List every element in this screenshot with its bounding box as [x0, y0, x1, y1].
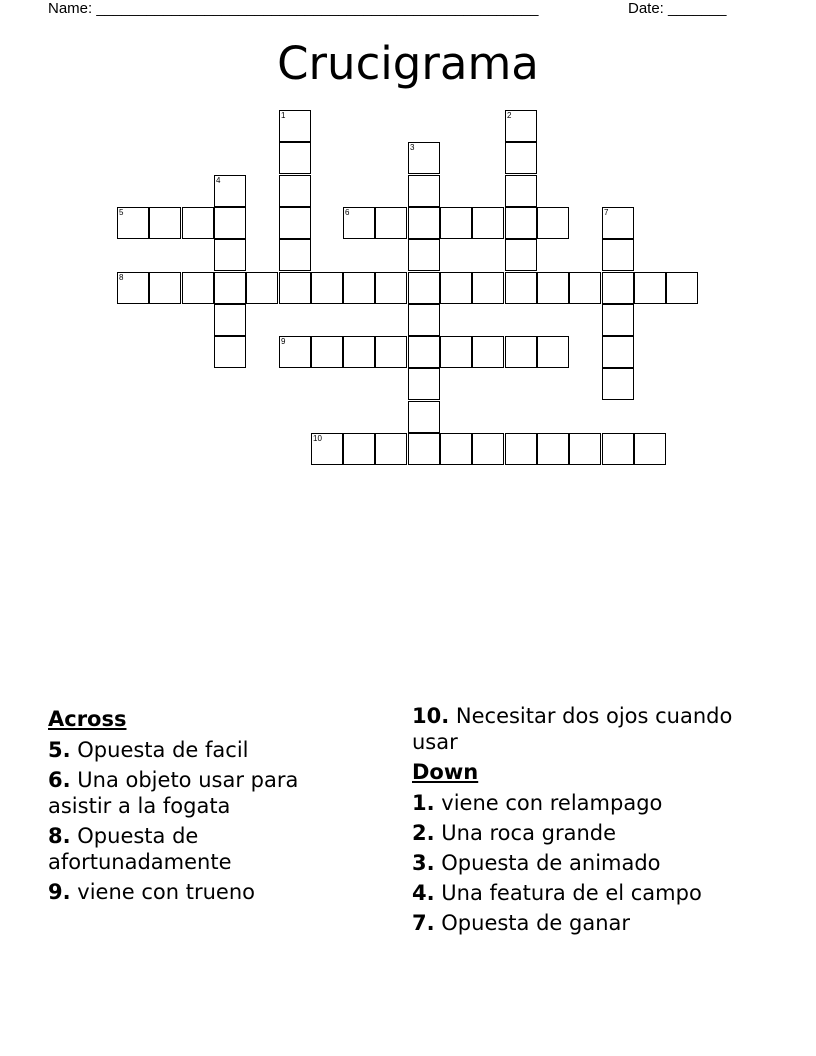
cell-number: 7 — [604, 208, 609, 217]
name-blank: _____________________________________________________ — [96, 0, 539, 17]
clue-text: Una objeto usar para asistir a la fogata — [48, 768, 299, 818]
crossword-cell[interactable] — [117, 272, 149, 304]
crossword-cell[interactable] — [569, 433, 601, 465]
crossword-cell[interactable] — [472, 207, 504, 239]
cell-number: 3 — [410, 143, 415, 152]
clue-number: 7. — [412, 911, 435, 935]
crossword-cell[interactable] — [505, 142, 537, 174]
across-clue — [48, 879, 368, 905]
crossword-cell[interactable] — [505, 110, 537, 142]
crossword-cell[interactable] — [214, 175, 246, 207]
cell-number: 8 — [119, 273, 124, 282]
crossword-cell[interactable] — [408, 433, 440, 465]
crossword-cell[interactable] — [279, 272, 311, 304]
crossword-cell[interactable] — [602, 239, 634, 271]
crossword-cell[interactable] — [537, 207, 569, 239]
crossword-cell[interactable] — [537, 272, 569, 304]
across-clue — [412, 703, 762, 755]
crossword-cell[interactable] — [214, 304, 246, 336]
down-clue — [412, 850, 762, 876]
clue-text: Una featura de el campo — [441, 881, 702, 905]
crossword-cell[interactable] — [408, 304, 440, 336]
crossword-cell[interactable] — [666, 272, 698, 304]
crossword-cell[interactable] — [602, 272, 634, 304]
crossword-cell[interactable] — [505, 272, 537, 304]
crossword-cell[interactable] — [311, 272, 343, 304]
across-clue — [48, 767, 368, 819]
cell-number: 4 — [216, 176, 221, 185]
crossword-cell[interactable] — [408, 207, 440, 239]
crossword-cell[interactable] — [343, 207, 375, 239]
crossword-cell[interactable] — [634, 272, 666, 304]
crossword-cell[interactable] — [408, 239, 440, 271]
crossword-cell[interactable] — [602, 336, 634, 368]
crossword-cell[interactable] — [343, 336, 375, 368]
crossword-cell[interactable] — [602, 304, 634, 336]
crossword-cell[interactable] — [343, 433, 375, 465]
crossword-cell[interactable] — [117, 207, 149, 239]
crossword-cell[interactable] — [375, 207, 407, 239]
clue-number: 4. — [412, 881, 435, 905]
crossword-cell[interactable] — [279, 175, 311, 207]
crossword-cell[interactable] — [472, 272, 504, 304]
crossword-cell[interactable] — [279, 142, 311, 174]
crossword-cell[interactable] — [311, 433, 343, 465]
down-clue — [412, 910, 762, 936]
crossword-cell[interactable] — [505, 175, 537, 207]
crossword-cell[interactable] — [569, 272, 601, 304]
crossword-cell[interactable] — [375, 336, 407, 368]
crossword-cell[interactable] — [246, 272, 278, 304]
clue-number: 6. — [48, 768, 71, 792]
crossword-cell[interactable] — [505, 207, 537, 239]
down-clue — [412, 790, 762, 816]
crossword-cell[interactable] — [408, 401, 440, 433]
crossword-cell[interactable] — [472, 336, 504, 368]
crossword-cell[interactable] — [505, 239, 537, 271]
cell-number: 10 — [313, 434, 322, 443]
crossword-cell[interactable] — [440, 207, 472, 239]
clue-number: 3. — [412, 851, 435, 875]
down-heading: Down — [412, 760, 479, 784]
crossword-cell[interactable] — [408, 368, 440, 400]
across-clue — [48, 737, 368, 763]
crossword-cell[interactable] — [634, 433, 666, 465]
clue-number: 2. — [412, 821, 435, 845]
across-clue — [48, 823, 368, 875]
crossword-cell[interactable] — [214, 336, 246, 368]
crossword-cell[interactable] — [149, 272, 181, 304]
clue-number: 5. — [48, 738, 71, 762]
crossword-cell[interactable] — [537, 433, 569, 465]
crossword-cell[interactable] — [279, 207, 311, 239]
crossword-cell[interactable] — [602, 433, 634, 465]
down-clue — [412, 880, 762, 906]
clue-text: Opuesta de ganar — [441, 911, 631, 935]
clue-number: 1. — [412, 791, 435, 815]
crossword-cell[interactable] — [472, 433, 504, 465]
crossword-cell[interactable] — [279, 239, 311, 271]
cell-number: 6 — [345, 208, 350, 217]
crossword-cell[interactable] — [602, 207, 634, 239]
clue-text: viene con trueno — [77, 880, 256, 904]
across-heading: Across — [48, 707, 127, 731]
date-blank: _______ — [668, 0, 727, 17]
cell-number: 9 — [281, 337, 286, 346]
name-label: Name: — [48, 0, 93, 17]
clues-left-column — [48, 703, 368, 909]
clue-text: Necesitar dos ojos cuando usar — [412, 704, 733, 754]
crossword-cell[interactable] — [408, 142, 440, 174]
crossword-cell[interactable] — [375, 433, 407, 465]
clue-text: Opuesta de afortunadamente — [48, 824, 232, 874]
crossword-cell[interactable] — [408, 272, 440, 304]
crossword-cell[interactable] — [311, 336, 343, 368]
crossword-cell[interactable] — [214, 239, 246, 271]
clue-text: Opuesta de animado — [441, 851, 661, 875]
clue-number: 8. — [48, 824, 71, 848]
crossword-cell[interactable] — [440, 433, 472, 465]
down-clue — [412, 820, 762, 846]
crossword-cell[interactable] — [408, 175, 440, 207]
date-label: Date: — [628, 0, 664, 17]
clues-right-column — [412, 703, 762, 940]
crossword-grid — [0, 0, 816, 500]
crossword-cell[interactable] — [279, 110, 311, 142]
cell-number: 1 — [281, 111, 286, 120]
crossword-cell[interactable] — [182, 207, 214, 239]
clue-text: viene con relampago — [441, 791, 663, 815]
clue-number: 9. — [48, 880, 71, 904]
crossword-cell[interactable] — [343, 272, 375, 304]
crossword-cell[interactable] — [505, 433, 537, 465]
page-title: Crucigrama — [277, 37, 539, 90]
clue-text: Una roca grande — [441, 821, 617, 845]
crossword-cell[interactable] — [149, 207, 181, 239]
crossword-cell[interactable] — [440, 272, 472, 304]
crossword-cell[interactable] — [408, 336, 440, 368]
crossword-cell[interactable] — [537, 336, 569, 368]
clue-text: Opuesta de facil — [77, 738, 249, 762]
crossword-cell[interactable] — [279, 336, 311, 368]
cell-number: 2 — [507, 111, 512, 120]
crossword-cell[interactable] — [214, 272, 246, 304]
crossword-cell[interactable] — [440, 336, 472, 368]
cell-number: 5 — [119, 208, 124, 217]
clue-number: 10. — [412, 704, 450, 728]
crossword-cell[interactable] — [505, 336, 537, 368]
crossword-cell[interactable] — [182, 272, 214, 304]
crossword-cell[interactable] — [602, 368, 634, 400]
crossword-cell[interactable] — [375, 272, 407, 304]
crossword-cell[interactable] — [214, 207, 246, 239]
